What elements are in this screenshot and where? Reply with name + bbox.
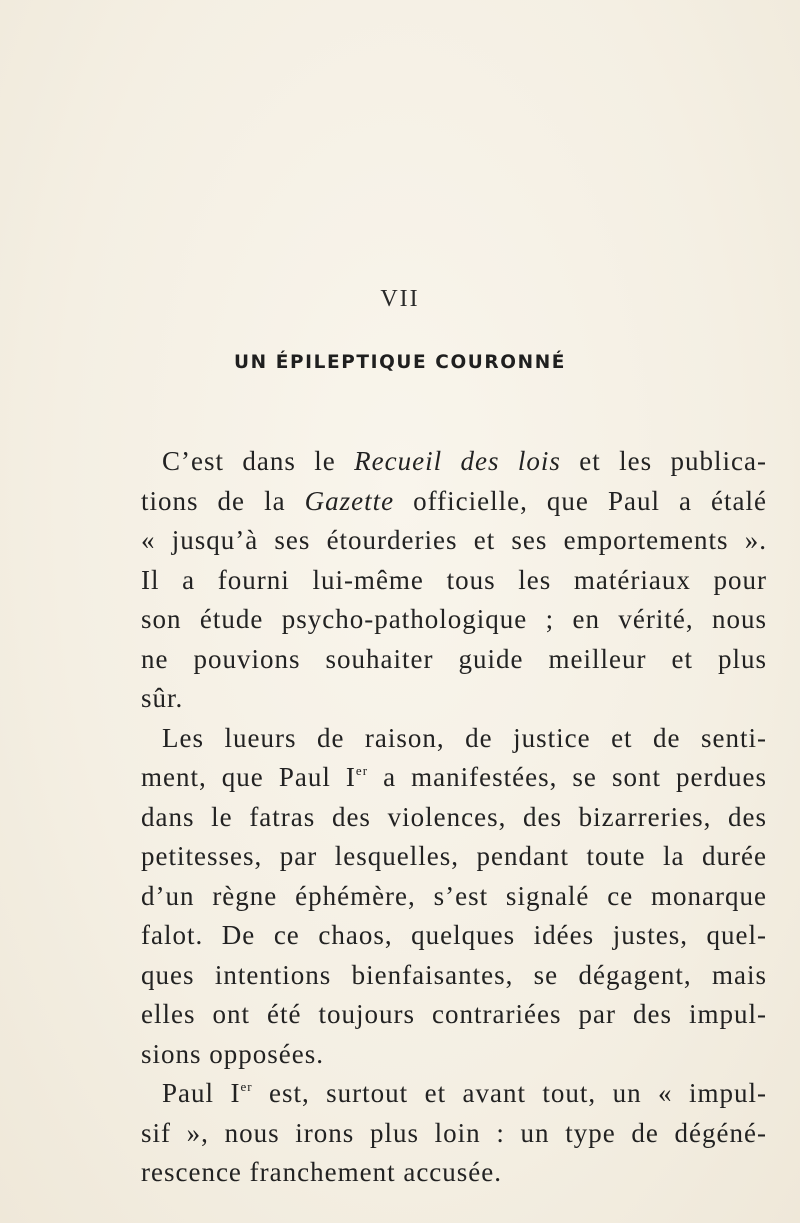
text-line: C’est dans le Recueil des lois et les publica- (162, 446, 767, 476)
italic-title: Gazette (304, 485, 395, 516)
chapter-title: UN ÉPILEPTIQUE COURONNÉ (233, 352, 567, 373)
text-line: falot. De ce chaos, quelques idées justes, quel- (141, 920, 767, 950)
text-line: rescence franchement accusée. (141, 1157, 503, 1187)
text-line: dans le fatras des violences, des bizarreries, des (141, 801, 767, 832)
italic-title: Recueil des lois (354, 446, 561, 476)
ordinal-superscript: er (240, 1079, 253, 1094)
paragraph (141, 1074, 767, 1193)
ordinal-superscript: er (355, 763, 369, 778)
chapter-number: VII (380, 286, 420, 312)
text-line: ques intentions bienfaisantes, se dégagent, mais (141, 959, 767, 990)
text-line: Il a fourni lui-même tous les matériaux pour (141, 564, 767, 595)
text-line: « jusqu’à ses étourderies et ses emportements ». (141, 525, 767, 555)
text-line: sif », nous irons plus loin : un type de dégéné- (141, 1117, 767, 1148)
paragraph (141, 442, 767, 719)
text-line: ne pouvions souhaiter guide meilleur et plus (141, 643, 767, 674)
paragraph (141, 719, 767, 1075)
text-line: ment, que Paul Ier a manifestées, se sont perdues (141, 762, 767, 792)
text-line: elles ont été toujours contrariées par des impul- (141, 999, 767, 1029)
text-line: d’un règne éphémère, s’est signalé ce monarque (141, 880, 767, 911)
text-line: son étude psycho-pathologique ; en vérité, nous (141, 604, 767, 634)
text-line: Paul Ier est, surtout et avant tout, un « impul- (162, 1078, 767, 1108)
text-line: sions opposées. (141, 1038, 324, 1069)
text-line: tions de la Gazette officielle, que Paul a étalé (141, 485, 767, 516)
body-text (141, 442, 767, 1193)
text-line: Les lueurs de raison, de justice et de senti- (162, 722, 767, 753)
text-line: sûr. (141, 683, 184, 713)
text-line: petitesses, par lesquelles, pendant toute la durée (141, 841, 767, 871)
